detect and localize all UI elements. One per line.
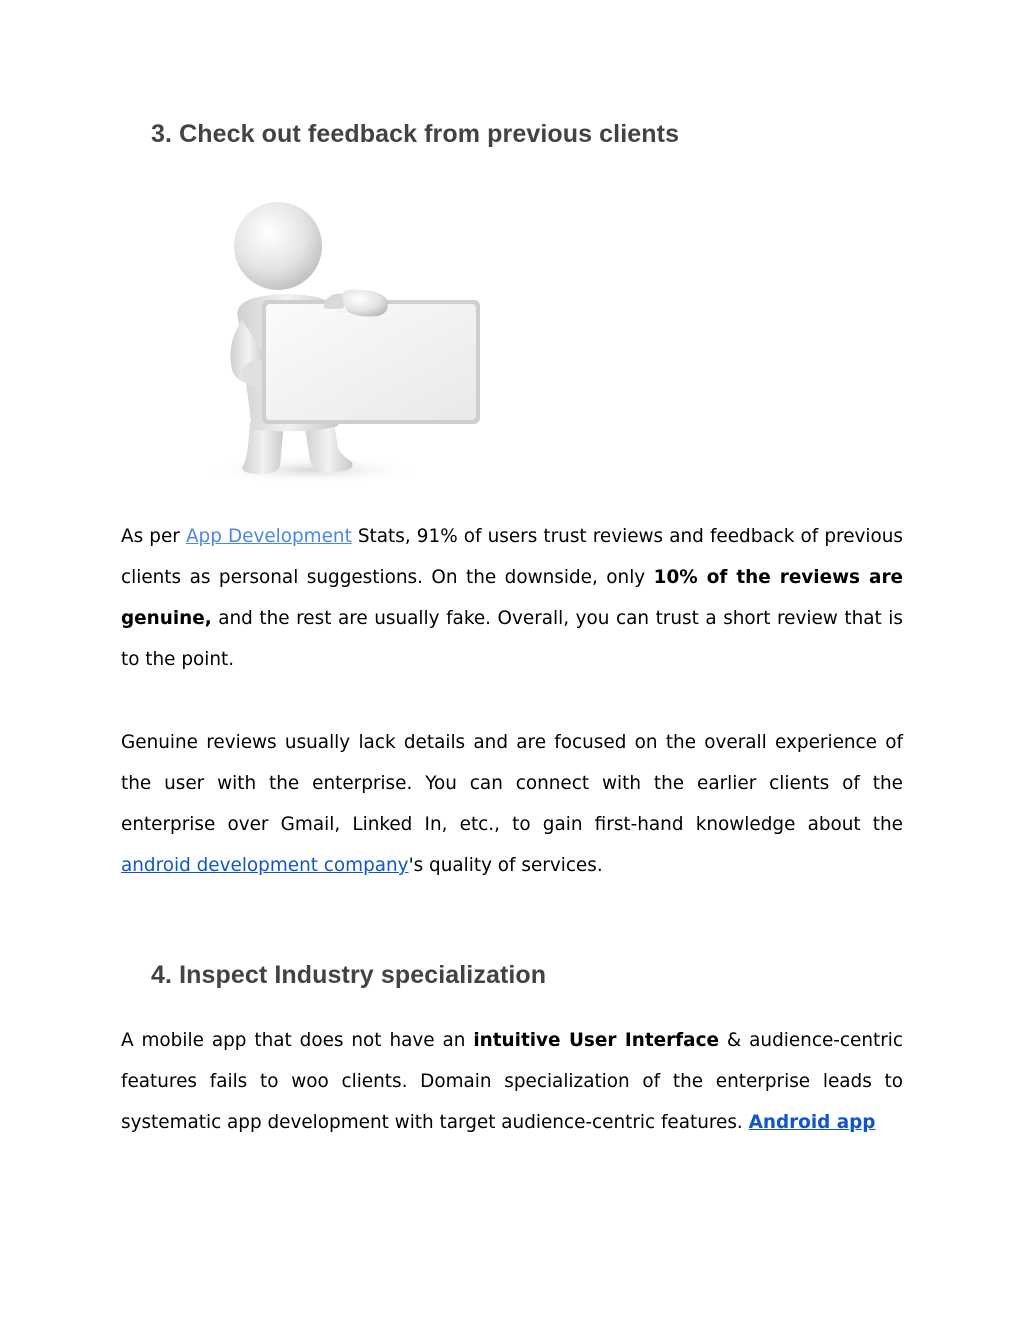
paragraph-reviews-stats bbox=[121, 516, 903, 680]
paragraph-genuine-reviews bbox=[121, 722, 903, 886]
person-holding-blank-sign-icon bbox=[192, 194, 518, 500]
text-span: 's quality of services. bbox=[408, 855, 603, 876]
section-4-heading: 4. Inspect Industry specialization bbox=[151, 961, 547, 989]
text-span: Genuine reviews usually lack details and are focused on the overall experience of the user with the enterprise. You can connect with the earlier clients of the enterprise over Gmail, Linked In, etc., to gain first-hand knowledge about the bbox=[121, 732, 903, 835]
text-span: A mobile app that does not have an bbox=[121, 1030, 474, 1051]
app-development-link[interactable]: App Development bbox=[185, 526, 352, 547]
android-development-company-link[interactable]: android development company bbox=[121, 855, 409, 876]
section-3-heading: 3. Check out feedback from previous clients bbox=[151, 120, 680, 148]
text-span: As per bbox=[121, 526, 186, 547]
paragraph-industry-specialization bbox=[121, 1020, 903, 1143]
text-span: & audience-centric features fails to woo clients. Domain specialization of the enterprise leads to systematic app development with target audience-centric features. bbox=[121, 1030, 903, 1133]
bold-text: intuitive User Interface bbox=[473, 1030, 719, 1051]
bold-text: 10% of the reviews are genuine, bbox=[121, 567, 903, 629]
text-span: Stats, 91% of users trust reviews and feedback of previous clients as personal suggestions. On the downside, only bbox=[121, 526, 903, 588]
text-span: and the rest are usually fake. Overall, you can trust a short review that is to the point. bbox=[121, 608, 903, 670]
android-app-link[interactable]: Android app bbox=[748, 1112, 876, 1133]
